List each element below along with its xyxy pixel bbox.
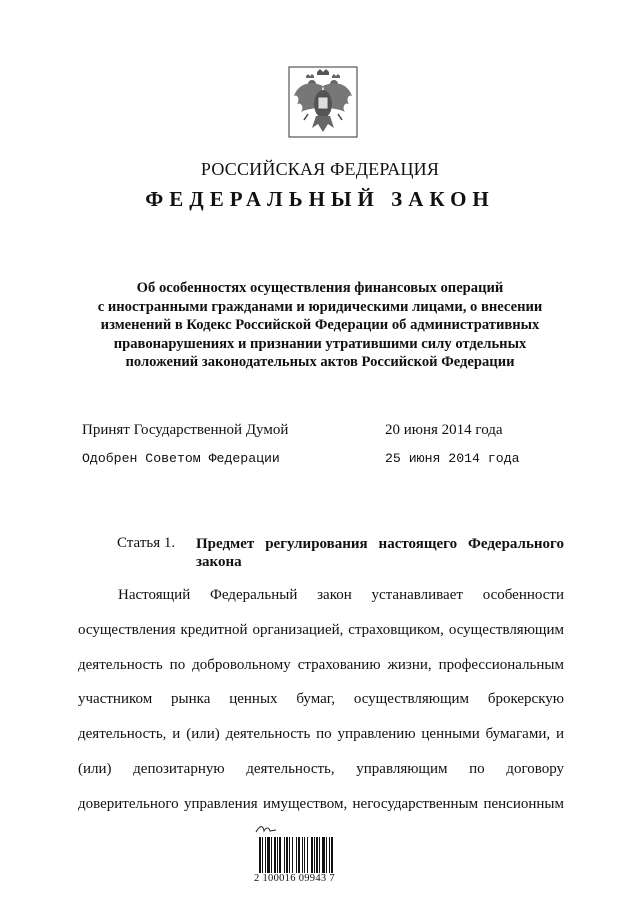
body-line: (или) депозитарную деятельность, управляющим по договору: [78, 760, 564, 777]
barcode-digits: 2 100016 09943 7: [254, 873, 335, 884]
approved-by-council-label: Одобрен Советом Федерации: [82, 451, 280, 466]
barcode-block: [254, 823, 384, 883]
article-number: Статья 1.: [117, 535, 176, 551]
law-title-line: изменений в Кодекс Российской Федерации об административных: [100, 317, 540, 334]
adopted-date: 20 июня 2014 года: [385, 422, 503, 438]
body-line: деятельность, и (или) деятельность по управлению ценными бумагами, и: [78, 726, 564, 743]
barcode-icon: [258, 837, 370, 873]
body-line: осуществления кредитной организацией, страховщиком, осуществляющим: [78, 621, 564, 638]
approved-date: 25 июня 2014 года: [385, 451, 520, 466]
law-title: [80, 279, 560, 372]
law-title-line: положений законодательных актов Российской Федерации: [125, 354, 515, 371]
body-line: деятельность по добровольному страхованию жизни, профессиональным: [78, 656, 564, 673]
handwritten-mark-icon: [254, 823, 278, 835]
article-title: [196, 535, 564, 571]
article-body: [78, 584, 564, 828]
law-title-line: Об особенностях осуществления финансовых операций: [136, 280, 504, 296]
coat-of-arms-icon: [288, 66, 358, 138]
country-name: РОССИЙСКАЯ ФЕДЕРАЦИЯ: [200, 159, 440, 179]
body-line: участником рынка ценных бумаг, осуществляющим брокерскую: [78, 691, 564, 708]
body-line: доверительного управления имуществом, негосударственным пенсионным: [78, 795, 564, 812]
law-title-line: правонарушениях и признании утратившими силу отдельных: [113, 335, 527, 352]
adopted-by-duma-label: Принят Государственной Думой: [82, 422, 289, 438]
article-title-line: закона: [196, 554, 242, 570]
law-title-line: с иностранными гражданами и юридическими лицами, о внесении: [97, 298, 543, 315]
document-type: ФЕДЕРАЛЬНЫЙ ЗАКОН: [145, 187, 495, 211]
body-line: Настоящий Федеральный закон устанавливает особенности: [118, 587, 564, 603]
article-title-line: Предмет регулирования настоящего Федерального: [196, 536, 564, 552]
